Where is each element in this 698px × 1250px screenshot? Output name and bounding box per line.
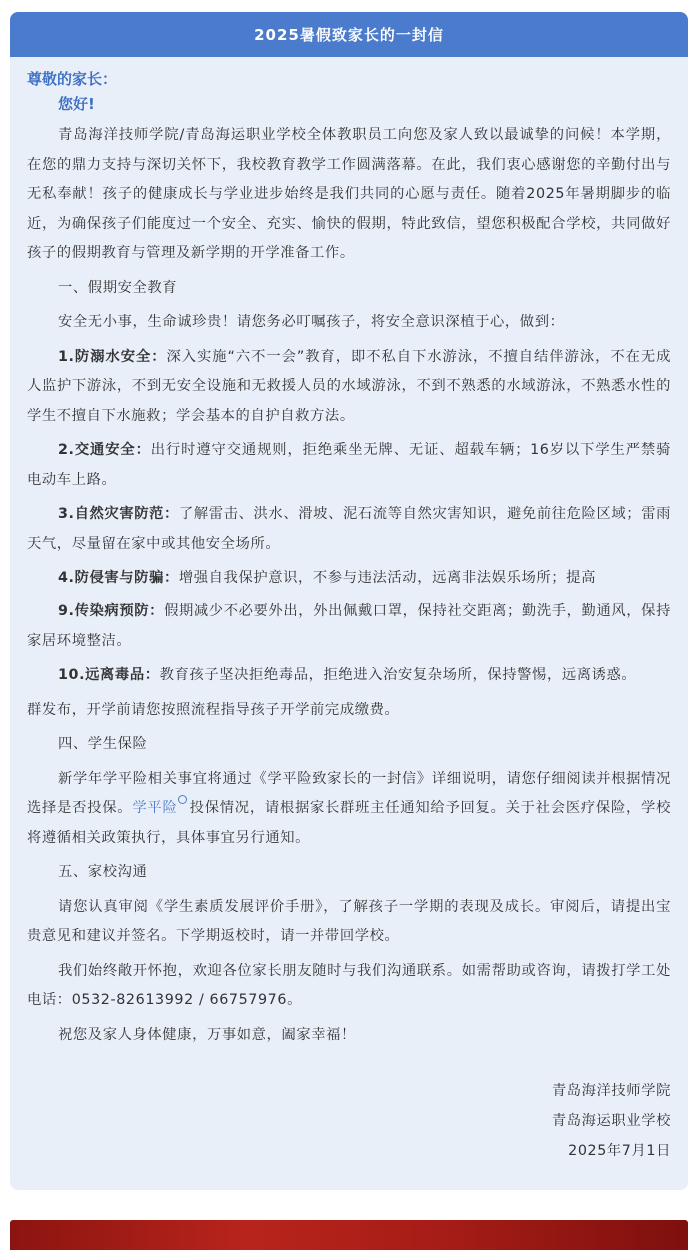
communication-paragraph-1: 请您认真审阅《学生素质发展评价手册》，了解孩子一学期的表现及成长。审阅后，请提出宝贵意见和建议并签名。下学期返校时，请一并带回学校。: [27, 898, 671, 944]
item-label: 9.传染病预防：: [58, 603, 165, 619]
letter-card: [10, 12, 688, 1190]
insurance-paragraph: [27, 765, 671, 854]
section4-heading: 四、学生保险: [58, 736, 148, 752]
insurance-text-before: 新学年学平险相关事宜将通过《学平险致家长的一封信》详细说明，请您仔细阅读并根据情况选择是否投保。: [27, 770, 671, 816]
item-text: 深入实施“六不一会”教育，即不私自下水游泳，不擅自结伴游泳，不在无成人监护下游泳，不到无安全设施和无救援人员的水域游泳，不到不熟悉的水域游泳，不熟悉水性的学生不擅自下水施救；学会基本的自护自救方法。: [27, 348, 671, 424]
greeting: 您好!: [58, 95, 95, 113]
item-label: 10.远离毒品：: [58, 667, 160, 683]
safety-item-fraud: [27, 564, 671, 592]
intro-paragraph: 青岛海洋技师学院/青岛海运职业学校全体教职员工向您及家人致以最诚挚的问候！本学期，在您的鼎力支持与深切关怀下，我校教育教学工作圆满落幕。在此，我们衷心感谢您的辛勤付出与无私奉献！孩子的健康成长与学业进步始终是我们共同的心愿与责任。随着2025年暑期脚步的临近，为确保孩子们能度过一个安全、充实、愉快的假期，特此致信，望您积极配合学校，共同做好孩子的假期教育与管理及新学期的开学准备工作。: [27, 127, 671, 261]
salutation: 尊敬的家长：: [27, 70, 118, 88]
section1-heading: 一、假期安全教育: [58, 279, 178, 296]
item-label: 1.防溺水安全：: [58, 348, 167, 365]
fee-line: 群发布，开学前请您按照流程指导孩子开学前完成缴费。: [27, 701, 400, 718]
insurance-link[interactable]: 学平险: [132, 800, 178, 816]
safety-item-epidemic: [27, 597, 671, 656]
item-text: 出行时遵守交通规则，拒绝乘坐无牌、无证、超载车辆；16岁以下学生严禁骑电动车上路。: [27, 442, 671, 488]
letter-title: 2025暑假致家长的一封信: [10, 12, 688, 57]
insurance-text-after: 投保情况，请根据家长群班主任通知给予回复。关于社会医疗保险，学校将遵循相关政策执行，具体事宜另行通知。: [27, 800, 672, 846]
item-text: 增强自我保护意识，不参与违法活动，远离非法娱乐场所；提高: [178, 570, 596, 586]
item-text: 教育孩子坚决拒绝毒品，拒绝进入治安复杂场所，保持警惕，远离诱惑。: [159, 667, 637, 683]
safety-item-disaster: [27, 500, 671, 559]
item-text: 了解雷击、洪水、滑坡、泥石流等自然灾害知识，避免前往危险区域；雷雨天气，尽量留在家中或其他安全场所。: [27, 506, 671, 552]
bottom-banner: [10, 1220, 688, 1250]
signature-date: 2025年7月1日: [568, 1143, 671, 1159]
signature-school-2: 青岛海运职业学校: [551, 1113, 671, 1129]
safety-item-drugs: [27, 661, 671, 691]
item-text: 假期减少不必要外出，外出佩戴口罩，保持社交距离；勤洗手，勤通风，保持家居环境整洁。: [27, 603, 671, 649]
signature-school-1: 青岛海洋技师学院: [551, 1083, 671, 1099]
safety-item-drowning: [27, 343, 671, 432]
signature-block: [10, 1076, 688, 1166]
letter-body: [10, 57, 688, 1050]
item-label: 4.防侵害与防骗：: [58, 570, 179, 586]
section5-heading: 五、家校沟通: [58, 864, 148, 880]
closing-wish: 祝您及家人身体健康，万事如意，阖家幸福！: [58, 1026, 356, 1043]
search-icon[interactable]: [178, 795, 187, 804]
communication-paragraph-2: 我们始终敞开怀抱，欢迎各位家长朋友随时与我们沟通联系。如需帮助或咨询，请拨打学工处电话：0532-82613992 / 66757976。: [27, 962, 671, 1008]
item-label: 2.交通安全：: [58, 442, 151, 458]
safety-item-traffic: [27, 436, 671, 495]
item-label: 3.自然灾害防范：: [58, 506, 179, 522]
section1-lead: 安全无小事，生命诚珍贵！请您务必叮嘱孩子，将安全意识深植于心，做到：: [58, 314, 565, 330]
